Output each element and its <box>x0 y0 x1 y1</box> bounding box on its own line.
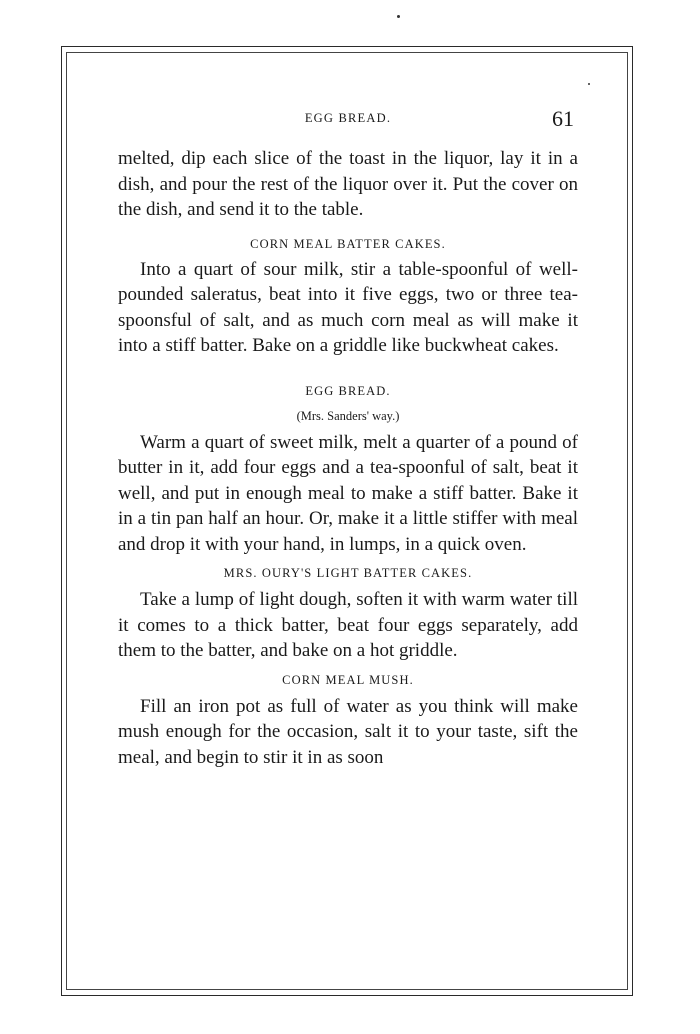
section-heading: CORN MEAL MUSH. <box>282 672 414 687</box>
section-subheading: (Mrs. Sanders' way.) <box>296 408 400 423</box>
continuation-paragraph: melted, dip each slice of the toast in the liquor, lay it in a dish, and pour the rest of the liquor over it. Put the cover on the dish, and send it to the table. <box>118 148 578 220</box>
ink-speck <box>397 15 400 18</box>
running-title: EGG BREAD. <box>304 111 392 125</box>
recipe-paragraph: Fill an iron pot as full of water as you think will make mush enough for the occasion, salt it to your taste, sift the meal, and begin to stir it in as soon <box>118 695 578 768</box>
section-heading: CORN MEAL BATTER CAKES. <box>250 236 446 251</box>
recipe-paragraph: Warm a quart of sweet milk, melt a quarter of a pound of butter in it, add four eggs and a tea-spoonful of salt, beat it well, and put in enough meal to make a stiff batter. Bake it in a tin pan half an hour. Or, make it a little stiffer with meal and drop it with your hand, in lumps, in a quick oven. <box>118 431 578 555</box>
ink-speck <box>588 83 590 85</box>
recipe-paragraph: Take a lump of light dough, soften it with warm water till it comes to a thick batter, beat four eggs separately, add them to the batter, and bake on a hot griddle. <box>118 589 578 661</box>
section-heading: MRS. OURY'S LIGHT BATTER CAKES. <box>223 566 473 580</box>
section-heading: EGG BREAD. <box>305 383 391 398</box>
page-number: 61 <box>552 106 574 131</box>
page-body <box>118 146 578 770</box>
recipe-paragraph: Into a quart of sour milk, stir a table-spoonful of well-pounded saleratus, beat into it five eggs, two or three tea-spoonsful of salt, and as much corn meal as will make it into a stiff batter. Bake on a griddle like buckwheat cakes. <box>118 258 578 356</box>
page-header <box>118 106 578 136</box>
